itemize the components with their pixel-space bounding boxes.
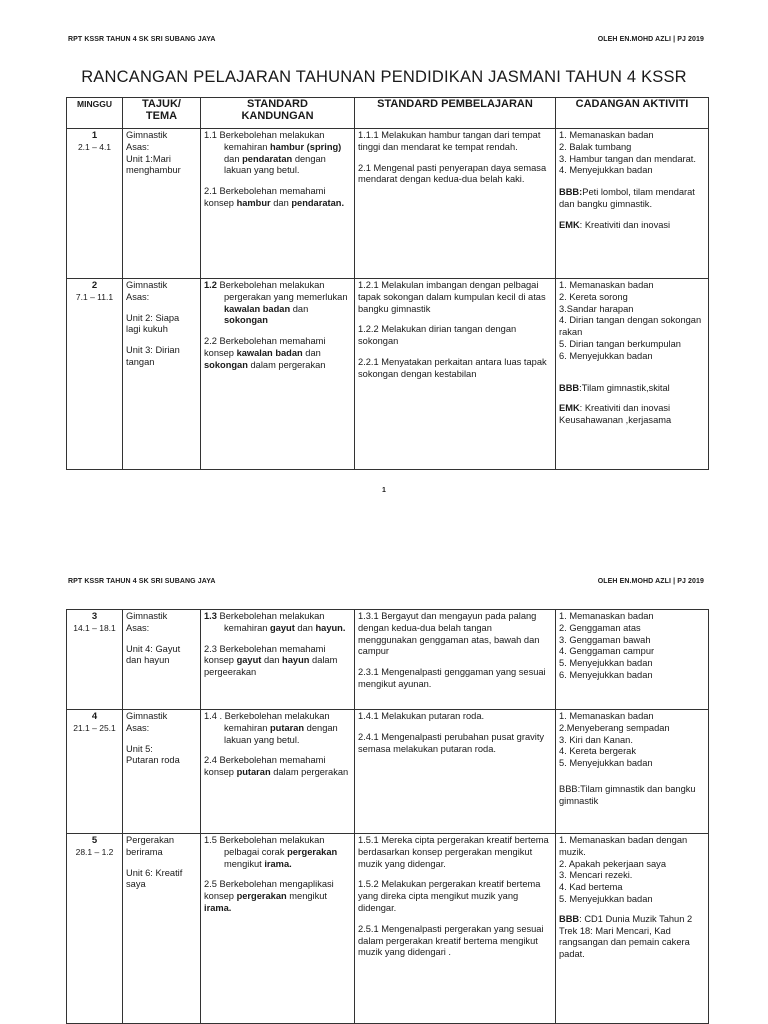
table-row bbox=[67, 710, 709, 834]
cadangan-aktiviti-cell: 1. Memanaskan badan 2. Balak tumbang 3. Hambur tangan dan mendarat. 4. Menyejukkan badan BBB:Peti lombol, tilam mendarat dan bangku gimnastik. EMK: Kreativiti dan inovasi bbox=[556, 129, 709, 279]
plan-table-page2 bbox=[66, 609, 709, 1024]
table-row bbox=[67, 834, 709, 1024]
standard-pembelajaran-cell: 1.4.1 Melakukan putaran roda. 2.4.1 Mengenalpasti perubahan pusat gravity semasa melakukan putaran roda. bbox=[355, 710, 556, 834]
page-title: RANCANGAN PELAJARAN TAHUNAN PENDIDIKAN JASMANI TAHUN 4 KSSR bbox=[81, 68, 687, 86]
page2-header-left: RPT KSSR TAHUN 4 SK SRI SUBANG JAYA bbox=[68, 578, 216, 585]
col-cadangan-aktiviti: CADANGAN AKTIVITI bbox=[556, 98, 709, 129]
col-tajuk: TAJUK/ TEMA bbox=[123, 98, 201, 129]
standard-kandungan-cell: 1.1 Berkebolehan melakukan kemahiran hambur (spring) dan pendaratan dengan lakuan yang betul. 2.1 Berkebolehan memahami konsep hambur dan pendaratan. bbox=[201, 129, 355, 279]
cadangan-aktiviti-cell: 1. Memanaskan badan 2. Kereta sorong 3.Sandar harapan 4. Dirian tangan dengan sokongan rakan 5. Dirian tangan berkumpulan 6. Menyejukkan badan BBB:Tilam gimnastik,skital EMK: Kreativiti dan inovasi Keusahawanan ,kerjasama bbox=[556, 279, 709, 470]
standard-pembelajaran-cell: 1.5.1 Mereka cipta pergerakan kreatif bertema berdasarkan konsep pergerakan mengikut muzik yang didengar. 1.5.2 Melakukan pergerakan kreatif bertema yang direka cipta mengikut muzik yang didengar. 2.5.1 Mengenalpasti pergerakan yang sesuai dalam pergerakan kreatif bertema mengikut muzik yang didengari . bbox=[355, 834, 556, 1024]
cadangan-aktiviti-cell: 1. Memanaskan badan 2. Genggaman atas 3. Genggaman bawah 4. Genggaman campur 5. Menyejukkan badan 6. Menyejukkan badan bbox=[556, 610, 709, 710]
tema-cell: Gimnastik Asas: Unit 5: Putaran roda bbox=[123, 710, 201, 834]
tema-cell: Gimnastik Asas: Unit 4: Gayut dan hayun bbox=[123, 610, 201, 710]
standard-kandungan-cell: 1.3 Berkebolehan melakukan kemahiran gayut dan hayun. 2.3 Berkebolehan memahami konsep gayut dan hayun dalam pergeerakan bbox=[201, 610, 355, 710]
standard-pembelajaran-cell: 1.1.1 Melakukan hambur tangan dari tempat tinggi dan mendarat ke tempat rendah. 2.1 Mengenal pasti penyerapan daya semasa mendarat dengan kedua-dua belah kaki. bbox=[355, 129, 556, 279]
page1-header-right: OLEH EN.MOHD AZLI | PJ 2019 bbox=[597, 36, 704, 43]
table-header-row bbox=[67, 98, 709, 129]
cadangan-aktiviti-cell: 1. Memanaskan badan dengan muzik. 2. Apakah pekerjaan saya 3. Mencari rezeki. 4. Kad bertema 5. Menyejukkan badan BBB: CD1 Dunia Muzik Tahun 2 Trek 18: Mari Mencari, Kad rangsangan dan pemain cakera padat. bbox=[556, 834, 709, 1024]
week-cell: 1 2.1 – 4.1 bbox=[67, 129, 123, 279]
cadangan-aktiviti-cell: 1. Memanaskan badan 2.Menyeberang sempadan 3. Kiri dan Kanan. 4. Kereta bergerak 5. Menyejukkan badan BBB:Tilam gimnastik dan bangku gimnastik bbox=[556, 710, 709, 834]
standard-kandungan-cell: 1.2 Berkebolehan melakukan pergerakan yang memerlukan kawalan badan dan sokongan 2.2 Berkebolehan memahami konsep kawalan badan dan sokongan dalam pergerakan bbox=[201, 279, 355, 470]
table-row bbox=[67, 129, 709, 279]
col-minggu: MINGGU bbox=[67, 98, 123, 129]
col-standard-kandungan: STANDARD KANDUNGAN bbox=[201, 98, 355, 129]
standard-pembelajaran-cell: 1.3.1 Bergayut dan mengayun pada palang dengan kedua-dua belah tangan menggunakan genggaman atas, bawah dan campur 2.3.1 Mengenalpasti genggaman yang sesuai mengikut ayunan. bbox=[355, 610, 556, 710]
plan-table-page1 bbox=[66, 97, 709, 470]
standard-pembelajaran-cell: 1.2.1 Melakulan imbangan dengan pelbagai tapak sokongan dalam kumpulan kecil di atas bangku gimnastik 1.2.2 Melakukan dirian tangan dengan sokongan 2.2.1 Menyatakan perkaitan antara luas tapak sokongan dengan kestabilan bbox=[355, 279, 556, 470]
standard-kandungan-cell: 1.4 . Berkebolehan melakukan kemahiran putaran dengan lakuan yang betul. 2.4 Berkebolehan memahami konsep putaran dalam pergerakan bbox=[201, 710, 355, 834]
col-standard-pembelajaran: STANDARD PEMBELAJARAN bbox=[355, 98, 556, 129]
page2-header-right: OLEH EN.MOHD AZLI | PJ 2019 bbox=[597, 578, 704, 585]
week-cell: 3 14.1 – 18.1 bbox=[67, 610, 123, 710]
standard-kandungan-cell: 1.5 Berkebolehan melakukan pelbagai corak pergerakan mengikut irama. 2.5 Berkebolehan mengaplikasi konsep pergerakan mengikut irama. bbox=[201, 834, 355, 1024]
tema-cell: Pergerakan berirama Unit 6: Kreatif saya bbox=[123, 834, 201, 1024]
table-row bbox=[67, 279, 709, 470]
tema-cell: Gimnastik Asas: Unit 2: Siapa lagi kukuh Unit 3: Dirian tangan bbox=[123, 279, 201, 470]
week-cell: 4 21.1 – 25.1 bbox=[67, 710, 123, 834]
page-number: 1 bbox=[382, 487, 386, 494]
week-cell: 5 28.1 – 1.2 bbox=[67, 834, 123, 1024]
page1-header-left: RPT KSSR TAHUN 4 SK SRI SUBANG JAYA bbox=[68, 36, 216, 43]
tema-cell: Gimnastik Asas: Unit 1:Mari menghambur bbox=[123, 129, 201, 279]
table-row bbox=[67, 610, 709, 710]
week-cell: 2 7.1 – 11.1 bbox=[67, 279, 123, 470]
